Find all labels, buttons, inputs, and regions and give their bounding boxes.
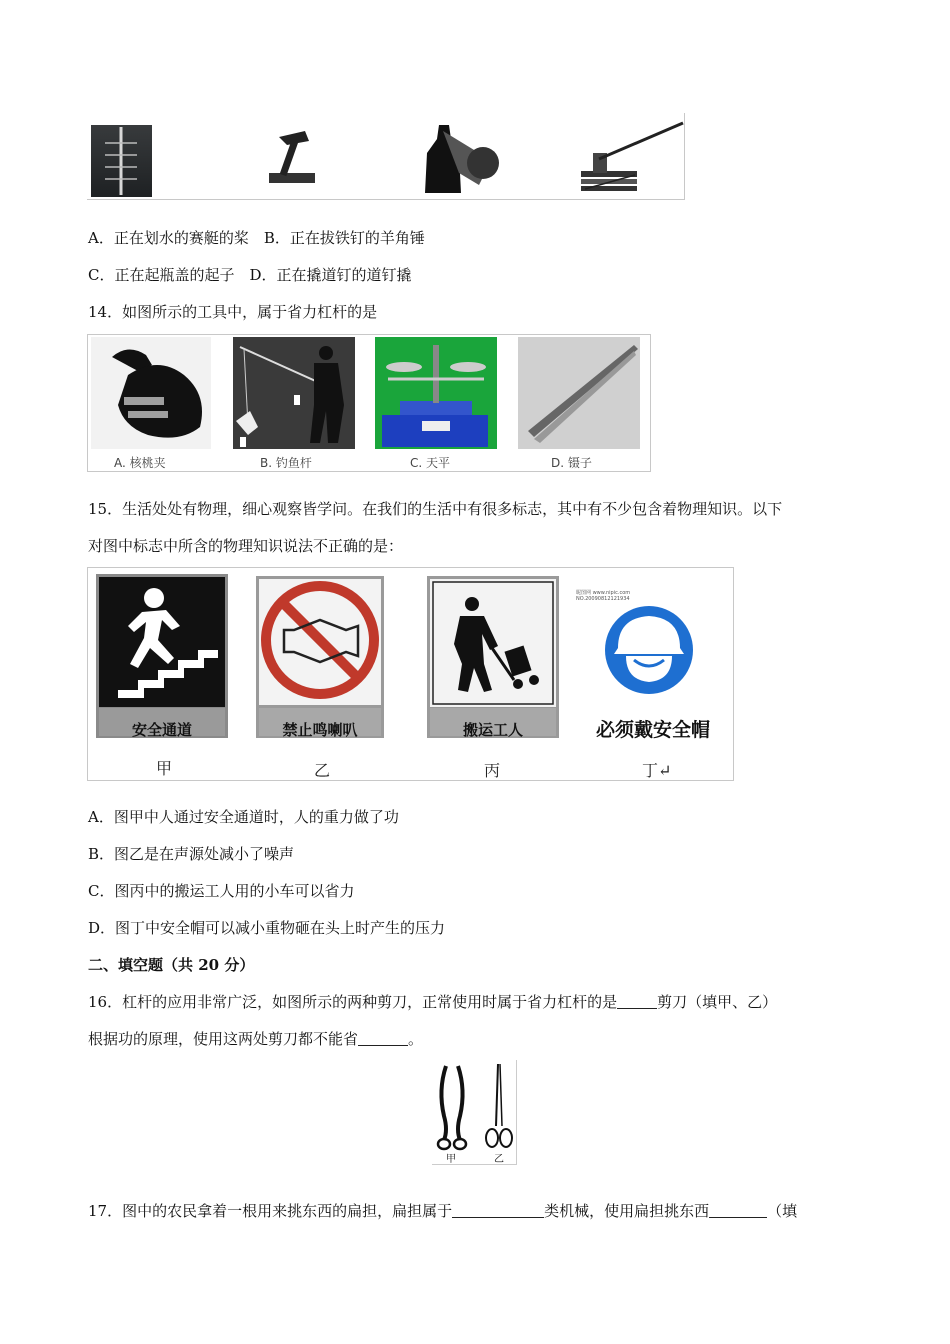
section-2-title: 二、填空题（共 20 分）: [88, 956, 255, 974]
q16-line2-post: 。: [408, 1030, 424, 1048]
q16-scissors-drawing: [432, 1060, 516, 1164]
q17-blank-1[interactable]: [452, 1203, 544, 1218]
fishing-rod-image: [233, 337, 355, 449]
q14-stem: 14．如图所示的工具中，属于省力杠杆的是: [88, 303, 378, 321]
q16-line2-pre: 根据功的原理，使用这两处剪刀都不能省: [88, 1030, 359, 1048]
scissors-yi-image: [486, 1064, 512, 1147]
sign-letter-jia: 甲: [156, 759, 173, 778]
bottle-opener-image: [425, 125, 499, 193]
q17-pre: 17．图中的农民拿着一根用来挑东西的扁担，扁担属于: [88, 1202, 453, 1220]
q17-post: （填: [767, 1202, 798, 1220]
q15-option-a: A．图甲中人通过安全通道时，人的重力做了功: [88, 808, 399, 826]
tweezers-image: [518, 337, 640, 449]
q16-line1: [88, 992, 777, 1012]
sign-label-ding: 必须戴安全帽: [595, 719, 710, 741]
q16-figure: [432, 1060, 517, 1165]
q14-caption-b: B. 钓鱼杆: [260, 456, 312, 470]
q15-option-d: D．图丁中安全帽可以减小重物砸在头上时产生的压力: [88, 919, 446, 937]
sign-letter-ding: 丁↵: [642, 761, 672, 780]
helmet-sign-watermark: 昵图网 www.nipic.com NO.20090812121934: [576, 590, 631, 602]
q15-option-c: C．图丙中的搬运工人用的小车可以省力: [88, 882, 355, 900]
claw-hammer-image: [269, 131, 315, 183]
q16-fig-label-yi: 乙: [494, 1154, 504, 1165]
q13-figure-drawing: [87, 113, 684, 199]
q17-mid: 类机械，使用扁担挑东西: [544, 1202, 710, 1220]
sign-label-bing: 搬运工人: [462, 721, 523, 739]
no-horn-sign: [256, 576, 384, 738]
q17-blank-2[interactable]: [709, 1203, 767, 1218]
q15-stem-line2: 对图中标志中所含的物理知识说法不正确的是：: [88, 537, 404, 555]
q15-figure: [87, 567, 734, 781]
shears-jia-image: [438, 1066, 466, 1149]
q16-line1-pre: 16．杠杆的应用非常广泛，如图所示的两种剪刀，正常使用时属于省力杠杆的是: [88, 993, 618, 1011]
q16-blank-1[interactable]: [617, 994, 657, 1009]
q16-fig-label-jia: 甲: [446, 1154, 456, 1165]
sign-label-yi: 禁止鸣喇叭: [282, 721, 358, 739]
q13-figure: [87, 113, 685, 200]
q16-line1-post: 剪刀（填甲、乙）: [657, 993, 778, 1011]
q15-stem-line1: 15．生活处处有物理，细心观察皆学问。在我们的生活中有很多标志，其中有不少包含着物理知识。以下: [88, 500, 783, 518]
sign-letter-bing: 丙: [484, 761, 501, 780]
safety-exit-sign: [96, 574, 228, 738]
q14-figure: [87, 334, 651, 472]
q13-option-cd: C．正在起瓶盖的起子 D．正在撬道钉的道钉撬: [88, 266, 412, 284]
rail-spike-lever-image: [581, 123, 683, 191]
nutcracker-image: [91, 337, 211, 449]
balance-scale-image: [375, 337, 497, 449]
q14-caption-c: C. 天平: [410, 456, 451, 470]
q13-option-ab: A．正在划水的赛艇的桨 B．正在拔铁钉的羊角锤: [88, 229, 425, 247]
q14-figure-drawing: [88, 335, 650, 471]
q14-caption-a: A. 核桃夹: [114, 456, 166, 470]
q17-line: [88, 1201, 797, 1221]
rowing-boat-image: [91, 125, 152, 197]
q15-option-b: B．图乙是在声源处减小了噪声: [88, 845, 295, 863]
sign-letter-yi: 乙: [314, 761, 331, 780]
q14-caption-d: D. 镊子: [551, 456, 592, 470]
sign-label-jia: 安全通道: [131, 721, 192, 739]
q16-blank-2[interactable]: [358, 1031, 408, 1046]
q16-line2: [88, 1029, 423, 1049]
porter-sign: [427, 576, 559, 738]
